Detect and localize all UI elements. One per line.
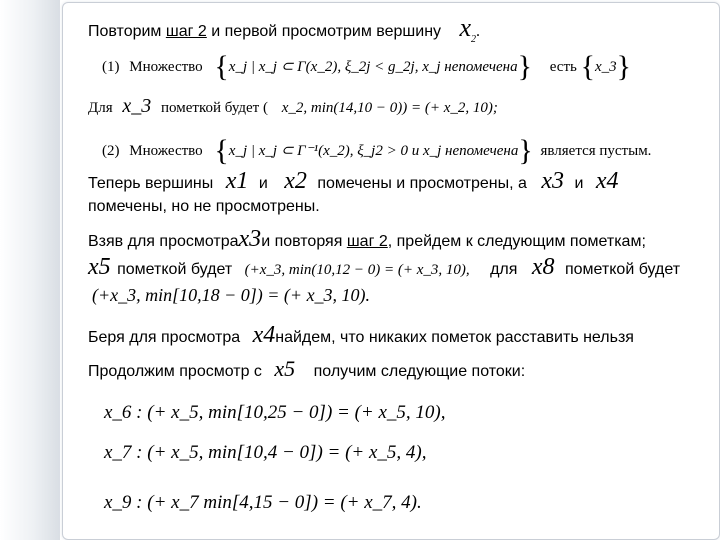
item-1-est: есть	[549, 59, 577, 75]
line-7	[88, 226, 646, 253]
item-1-number: (1)	[102, 59, 120, 75]
line-10	[88, 322, 634, 349]
line-8-text-a: пометкой будет	[117, 261, 233, 278]
line-8-text-c: пометкой будет	[564, 261, 681, 278]
item-2-word: Множество	[129, 143, 203, 159]
flow-x7-formula: x_7 : (+ x_5, min[10,4 − 0]) = (+ x_5, 4),	[104, 442, 427, 463]
line-8-formula: (+x_3, min(10,12 − 0) = (+ x_3, 10),	[244, 262, 470, 278]
line-10-text-a: Беря для просмотра	[88, 329, 241, 346]
item-1-set: x_3	[595, 59, 617, 75]
line-3-var: x_3	[122, 95, 152, 117]
vertex-x2-sub: 2	[471, 34, 477, 46]
line-4	[102, 134, 651, 168]
line-10-text-b: найдем, что никаких пометок расставить нельзя	[275, 329, 634, 346]
line-7-text-a: Взяв для просмотра	[88, 233, 239, 250]
line-5-and-2: и	[574, 175, 584, 192]
step-2-link-b: шаг 2	[346, 233, 388, 250]
step-2-link: шаг 2	[165, 23, 207, 40]
vertex-x5-b: x5	[274, 356, 296, 381]
vertex-x5: x5	[88, 254, 111, 280]
line-5-text-a: Теперь вершины	[88, 175, 214, 192]
close-brace-2: }	[616, 50, 632, 83]
line-7-text-b: и повторяя	[261, 233, 343, 250]
vertex-x3-b: x3	[238, 226, 262, 252]
vertex-x2-var: x	[459, 13, 472, 42]
line-8	[88, 254, 680, 281]
line-3-formula: x_2, min(14,10 − 0)) = (+ x_2, 10);	[281, 100, 498, 116]
slide-left-bar	[0, 0, 60, 540]
close-brace: }	[517, 50, 532, 83]
line-3	[88, 95, 498, 118]
line-5-text-b: помечены и просмотрены, а	[317, 175, 527, 192]
vertex-x4: x4	[595, 168, 619, 194]
line-3-label: пометкой будет (	[161, 100, 268, 116]
line-1-text-c: и первой просмотрим вершину	[206, 23, 442, 40]
line-6	[88, 198, 320, 216]
flow-x6	[104, 402, 446, 424]
item-1-formula: x_j | x_j ⊂ Γ(x_2), ξ_2j < g_2j, x_j непомечена	[228, 59, 518, 75]
line-11-text-a: Продолжим просмотр с	[88, 363, 262, 380]
item-2-number: (2)	[102, 143, 120, 159]
vertex-x4-b: x4	[252, 322, 276, 348]
open-brace-2: {	[580, 50, 595, 83]
line-5-and-1: и	[258, 175, 268, 192]
vertex-x2	[459, 13, 477, 46]
line-11	[88, 356, 525, 382]
line-1	[88, 13, 480, 45]
line-8-for: для	[490, 261, 518, 278]
line-1-end: .	[476, 23, 481, 40]
line-2	[102, 50, 631, 84]
vertex-x2-b: x2	[284, 168, 307, 194]
flow-x7	[104, 442, 427, 464]
item-1-word: Множество	[129, 59, 203, 75]
line-5	[88, 168, 619, 195]
close-brace-3: }	[518, 134, 533, 167]
flow-x9	[104, 492, 422, 514]
vertex-x8: x8	[531, 254, 555, 280]
line-6-text: помечены, но не просмотрены.	[88, 198, 320, 215]
open-brace: {	[214, 50, 229, 83]
line-9	[92, 285, 370, 306]
line-1-text-a: Повторим	[88, 23, 166, 40]
line-7-text-c: , прейдем к следующим пометкам;	[387, 233, 646, 250]
item-2-formula: x_j | x_j ⊂ Γ⁻¹(x_2), ξ_j2 > 0 и x_j непомечена	[228, 143, 519, 159]
open-brace-3: {	[214, 134, 229, 167]
flow-x9-formula: x_9 : (+ x_7 min[4,15 − 0]) = (+ x_7, 4).	[104, 492, 422, 513]
line-11-text-b: получим следующие потоки:	[313, 363, 526, 380]
item-2-end: является пустым.	[540, 143, 652, 159]
vertex-x1: x1	[225, 168, 249, 194]
line-3-for: Для	[88, 100, 113, 116]
flow-x6-formula: x_6 : (+ x_5, min[10,25 − 0]) = (+ x_5, 10),	[104, 402, 446, 423]
vertex-x3: x3	[541, 168, 565, 194]
line-9-formula: (+x_3, min[10,18 − 0]) = (+ x_3, 10).	[92, 285, 371, 305]
